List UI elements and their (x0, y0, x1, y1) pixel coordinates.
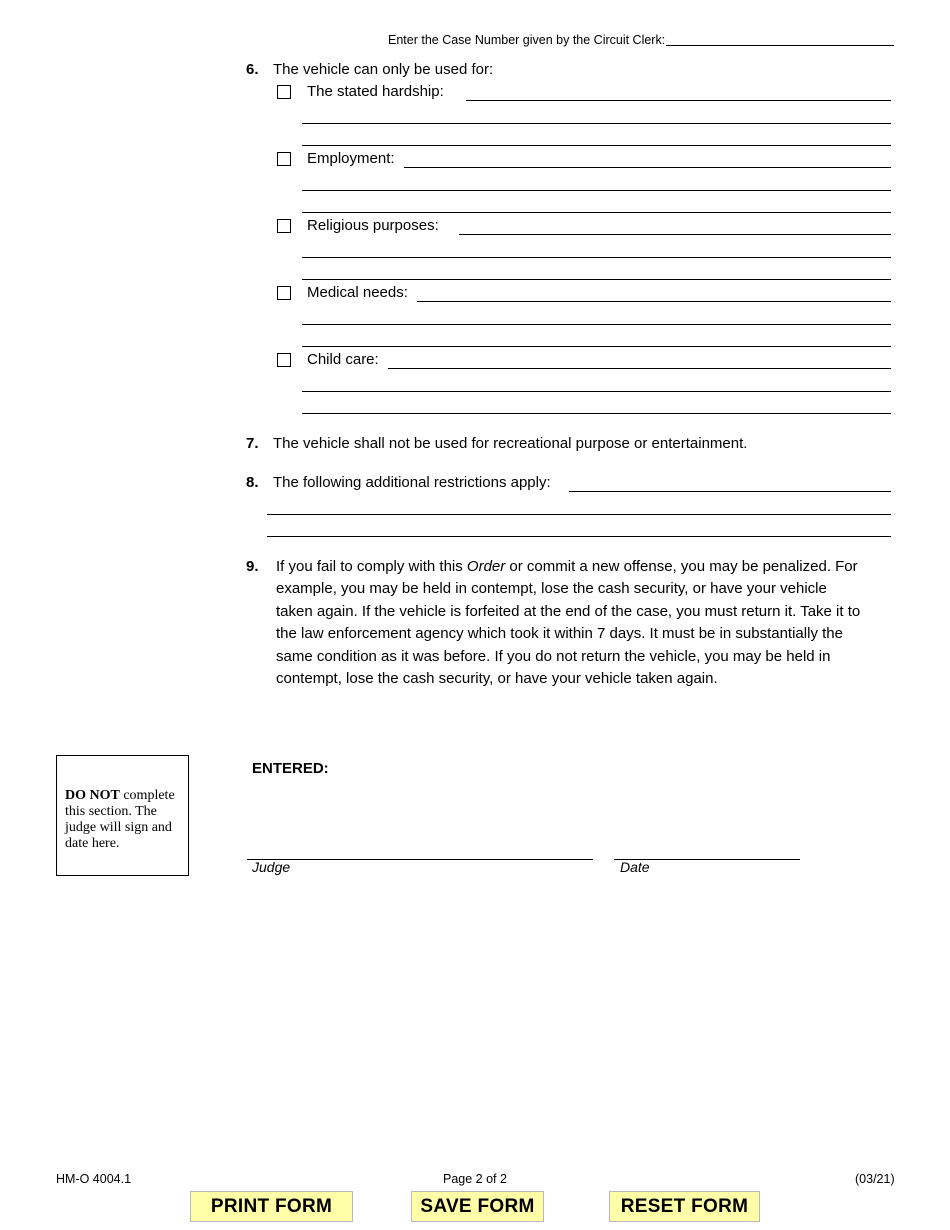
item-9-text-italic: Order (466, 558, 506, 575)
medical-label: Medical needs: (307, 284, 408, 301)
employment-field-line-3[interactable] (302, 212, 891, 213)
judge-instruction-text: complete this section. The judge will sign and date here. (65, 788, 175, 851)
medical-checkbox[interactable] (277, 286, 291, 300)
item-6-number: 6. (246, 61, 259, 78)
item-9-text-after: or commit a new offense, you may be penalized. For example, you may be held in contempt, lose the cash security, or have your vehicle taken again. If the vehicle is forfeited at the end of the case, you must return it. Take it to the law enforcement agency which took it within 7 days. It must be in substantially the same condition as it was before. If you do not return the vehicle, you may be held in contempt, lose the cash security, or have your vehicle taken again. (276, 558, 861, 688)
item-9-text-before: If you fail to comply with this (276, 558, 467, 575)
item-8-text: The following additional restrictions apply: (273, 474, 551, 491)
print-form-button[interactable]: PRINT FORM (190, 1191, 353, 1222)
item-9-number: 9. (246, 558, 259, 575)
child-care-field-line-1[interactable] (388, 368, 891, 369)
case-number-field[interactable] (666, 45, 894, 46)
hardship-field-line-1[interactable] (466, 100, 891, 101)
entered-heading: ENTERED: (252, 760, 329, 777)
judge-instruction-box (56, 755, 189, 876)
child-care-checkbox[interactable] (277, 353, 291, 367)
religious-field-line-3[interactable] (302, 279, 891, 280)
form-id: HM-O 4004.1 (56, 1172, 132, 1186)
restrictions-field-line-1[interactable] (569, 491, 891, 492)
reset-form-button[interactable]: RESET FORM (609, 1191, 760, 1222)
restrictions-field-line-3[interactable] (267, 536, 891, 537)
child-care-field-line-3[interactable] (302, 413, 891, 414)
employment-field-line-1[interactable] (404, 167, 891, 168)
judge-signature-line[interactable] (247, 859, 593, 860)
employment-checkbox[interactable] (277, 152, 291, 166)
date-label: Date (620, 859, 650, 875)
restrictions-field-line-2[interactable] (267, 514, 891, 515)
medical-field-line-1[interactable] (417, 301, 891, 302)
religious-label: Religious purposes: (307, 217, 439, 234)
save-form-button[interactable]: SAVE FORM (411, 1191, 544, 1222)
child-care-field-line-2[interactable] (302, 391, 891, 392)
hardship-checkbox[interactable] (277, 85, 291, 99)
employment-field-line-2[interactable] (302, 190, 891, 191)
page-number: Page 2 of 2 (443, 1172, 507, 1186)
employment-label: Employment: (307, 150, 395, 167)
medical-field-line-3[interactable] (302, 346, 891, 347)
religious-field-line-2[interactable] (302, 257, 891, 258)
hardship-label: The stated hardship: (307, 83, 444, 100)
judge-label: Judge (252, 859, 291, 875)
item-7-number: 7. (246, 435, 259, 452)
child-care-label: Child care: (307, 351, 379, 368)
do-not-emphasis: DO NOT (65, 788, 120, 803)
item-6-text: The vehicle can only be used for: (273, 61, 494, 78)
item-8-number: 8. (246, 474, 259, 491)
religious-field-line-1[interactable] (459, 234, 891, 235)
hardship-field-line-3[interactable] (302, 145, 891, 146)
case-number-label: Enter the Case Number given by the Circuit Clerk: (388, 33, 666, 47)
medical-field-line-2[interactable] (302, 324, 891, 325)
item-9-paragraph (276, 556, 861, 690)
hardship-field-line-2[interactable] (302, 123, 891, 124)
form-revision: (03/21) (855, 1172, 895, 1186)
item-7-text: The vehicle shall not be used for recreational purpose or entertainment. (273, 435, 748, 452)
religious-checkbox[interactable] (277, 219, 291, 233)
